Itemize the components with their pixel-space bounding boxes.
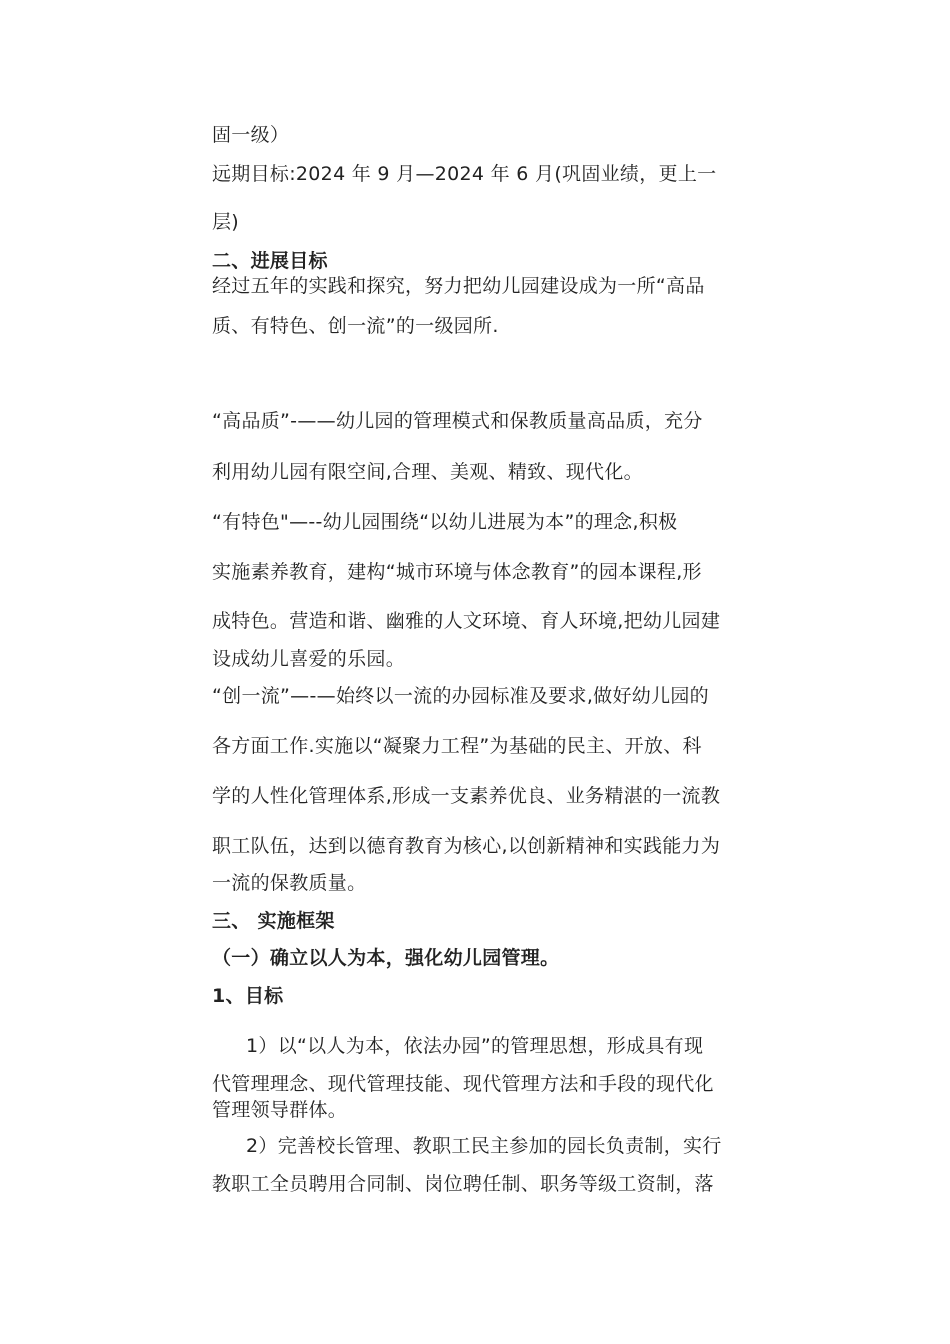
text-line: 层) [212,211,240,233]
subsection-heading: （一）确立以人为本，强化幼儿园管理。 [212,947,560,969]
text-line: 经过五年的实践和探究，努力把幼儿园建设成为一所“高品 [212,275,705,297]
text-line: 质、有特色、创一流”的一级园所. [212,315,499,337]
text-line: 管理领导群体。 [212,1099,348,1121]
text-line: 设成幼儿喜爱的乐园。 [212,648,406,670]
text-line: 代管理理念、现代管理技能、现代管理方法和手段的现代化 [212,1073,714,1095]
section-heading: 三、 实施框架 [212,910,335,932]
text-line: 2）完善校长管理、教职工民主参加的园长负责制，实行 [246,1135,722,1157]
item-heading: 1、目标 [212,985,284,1007]
text-line: “创一流”—-—始终以一流的办园标准及要求,做好幼儿园的 [212,685,709,707]
text-line: 教职工全员聘用合同制、岗位聘任制、职务等级工资制，落 [212,1173,714,1195]
text-line: “高品质”-——幼儿园的管理模式和保教质量高品质，充分 [212,410,703,432]
text-line: 固一级） [212,124,290,146]
text-line: 1）以“以人为本，依法办园”的管理思想，形成具有现 [246,1035,704,1057]
text-line: 远期目标:2024 年 9 月—2024 年 6 月(巩固业绩，更上一 [212,163,717,185]
section-heading: 二、进展目标 [212,250,328,272]
text-line: “有特色"—--幼儿园围绕“以幼儿进展为本”的理念,积极 [212,511,678,533]
text-line: 各方面工作.实施以“凝聚力工程”为基础的民主、开放、科 [212,735,702,757]
text-line: 一流的保教质量。 [212,872,367,894]
text-line: 实施素养教育，建构“城市环境与体念教育”的园本课程,形 [212,561,702,583]
text-line: 学的人性化管理体系,形成一支素养优良、业务精湛的一流教 [212,785,721,807]
text-line: 成特色。营造和谐、幽雅的人文环境、育人环境,把幼儿园建 [212,610,721,632]
text-line: 利用幼儿园有限空间,合理、美观、精致、现代化。 [212,461,643,483]
text-line: 职工队伍，达到以德育教育为核心,以创新精神和实践能力为 [212,835,721,857]
